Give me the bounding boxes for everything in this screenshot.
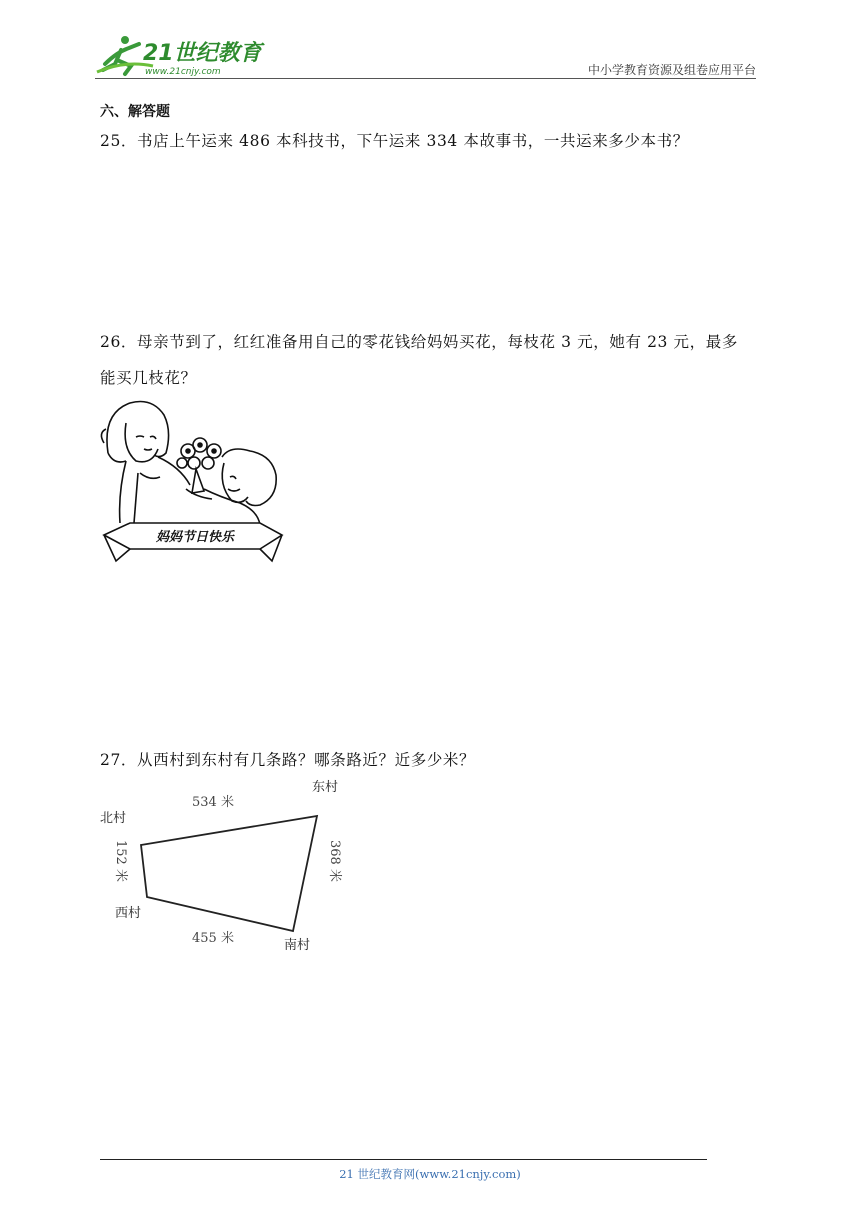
distance-north-east: 534 米	[192, 795, 234, 810]
distance-west-south: 455 米	[192, 931, 234, 946]
question-26-line2: 能买几枝花？	[100, 369, 197, 387]
section-title: 六、解答题	[100, 104, 170, 120]
label-north-village: 北村	[100, 811, 127, 826]
route-quadrilateral	[141, 816, 317, 931]
question-26-line1: 26．母亲节到了，红红准备用自己的零花钱给妈妈买花，每枝花 3 元，她有 23 元，最多	[100, 333, 738, 351]
question-25: 25．书店上午运来 486 本科技书，下午运来 334 本故事书，一共运来多少本书？	[100, 132, 689, 150]
distance-north-west: 152 米	[113, 840, 128, 882]
label-south-village: 南村	[284, 938, 311, 953]
question-27: 27．从西村到东村有几条路？哪条路近？近多少米？	[100, 751, 476, 769]
village-route-map	[95, 773, 345, 958]
footer-divider	[100, 1159, 707, 1160]
banner-text: 妈妈节日快乐	[155, 530, 235, 545]
label-west-village: 西村	[115, 906, 142, 921]
mothers-day-illustration	[100, 393, 285, 565]
logo-text: 21世纪教育	[143, 41, 262, 66]
header-divider	[95, 78, 756, 79]
header-platform-text: 中小学教育资源及组卷应用平台	[587, 63, 756, 77]
label-east-village: 东村	[312, 780, 339, 795]
logo-url: www.21cnjy.com	[145, 67, 221, 77]
site-logo	[95, 34, 265, 78]
distance-east-south: 368 米	[327, 840, 342, 882]
footer-link[interactable]: 21 世纪教育网(www.21cnjy.com)	[339, 1167, 521, 1181]
